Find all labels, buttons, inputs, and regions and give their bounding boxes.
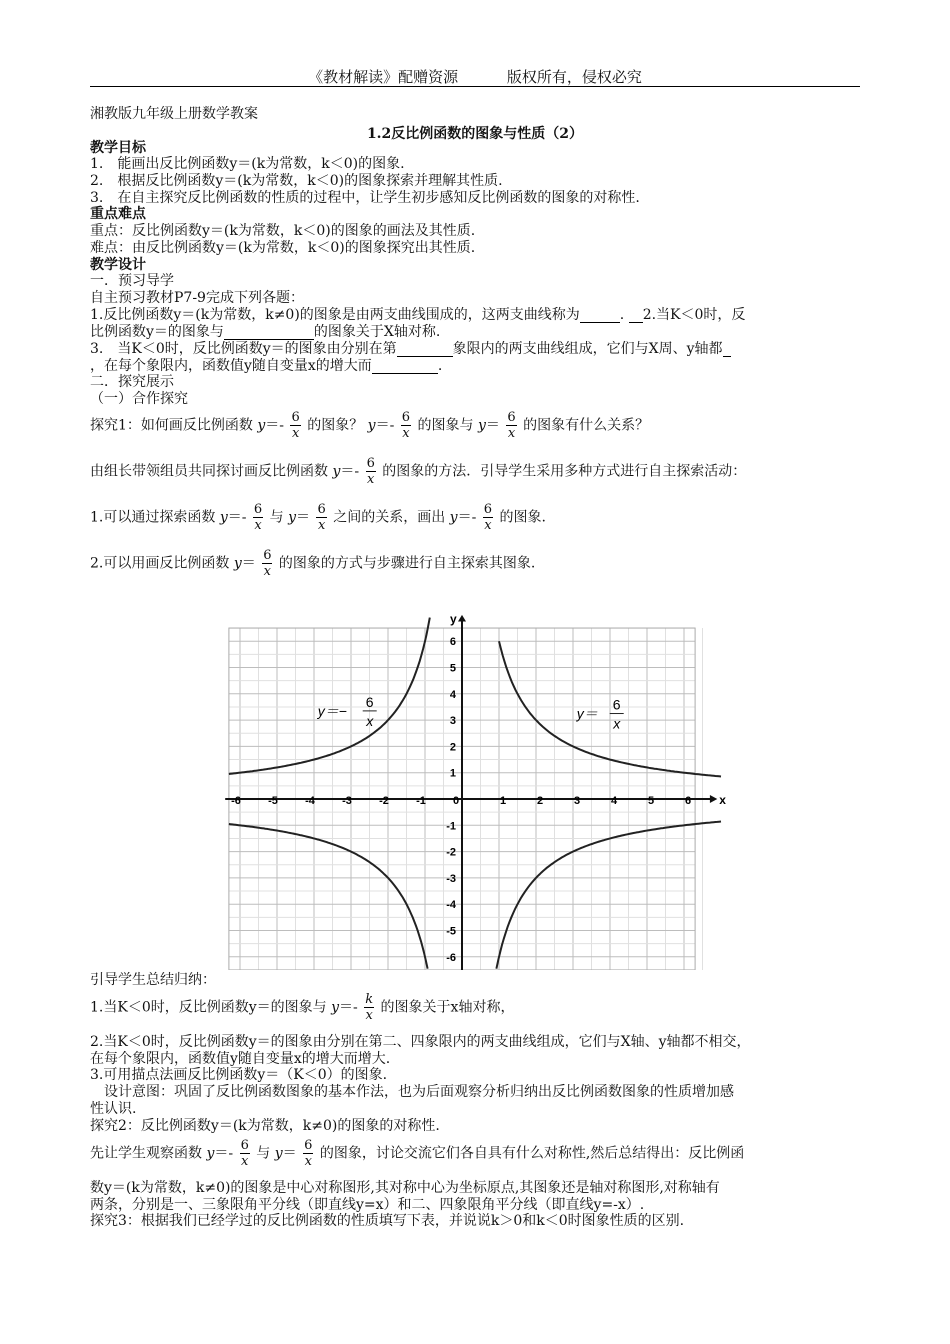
curve-label-den: x	[613, 715, 621, 732]
fraction: $\frac{6}{x}$	[253, 502, 263, 533]
m1-text-d: 的图象.	[499, 509, 546, 526]
x-tick-label: -6	[231, 795, 241, 807]
m1-text-a: 1.可以通过探索函数	[90, 509, 216, 526]
fraction: $\frac{6}{x}$	[263, 548, 272, 579]
preview-q1-cont	[90, 324, 440, 340]
q1-text-c: 2.当K＜0时，反	[642, 307, 746, 323]
q1-blank-2[interactable]	[629, 310, 643, 323]
y-axis-label: y	[450, 611, 457, 626]
summary-2: 2.当K＜0时，反比例函数y＝的图象由分别在第二、四象限内的两支曲线组成，它们与X轴、y轴都不相交，	[90, 1034, 751, 1050]
o1-text-a: 先让学生观察函数	[90, 1145, 202, 1162]
q3-text-c: ，在每个象限内，函数值y随自变量x的增大而	[90, 358, 372, 374]
curve-label-text: y＝−	[317, 702, 347, 719]
fraction: $\frac{k}{x}$	[365, 992, 374, 1023]
y-tick-label: -3	[446, 872, 456, 885]
y-tick-label: -6	[446, 951, 456, 964]
s1-text-b: 的图象关于x轴对称，	[380, 999, 515, 1016]
y-tick-label: 5	[449, 662, 456, 675]
method-2: 2.可以用画反比例函数 y＝ $\frac{6}{x}$ 的图象的方式与步骤进行自主探索其图象.	[90, 548, 536, 579]
q3-blank-3[interactable]	[372, 361, 438, 374]
q3-blank-1[interactable]	[397, 344, 453, 357]
o1-text-b: 与	[256, 1145, 271, 1162]
x-tick-label: 6	[684, 795, 692, 807]
e1-text-d: 的图象有什么关系？	[523, 417, 650, 434]
curve-label-neg6	[317, 694, 377, 729]
x-tick-label: 3	[573, 795, 581, 807]
page-title: 1.2反比例函数的图象与性质（2）	[366, 126, 584, 142]
header-right: 版权所有，侵权必究	[506, 68, 642, 86]
q1-text-b: .	[619, 307, 629, 323]
y-tick-label: 3	[449, 715, 456, 728]
explore-3: 探究3：根据我们已经学过的反比例函数的性质填写下表，并说说k＞0和k＜0时图象性质的区别.	[90, 1213, 685, 1229]
y-tick-label: 2	[449, 741, 456, 754]
observe-3: 两条，分别是一、三象限角平分线（即直线y=x）和二、四象限角平分线（即直线y=-x）.	[90, 1197, 645, 1213]
keypoints-heading: 重点难点	[90, 206, 146, 222]
summary-3: 3.可用描点法画反比例函数y＝（K＜0）的图象.	[90, 1067, 388, 1083]
observe-2: 数y＝(k为常数，k≠0)的图象是中心对称图形,其对称中心为坐标原点,其图象还是轴对称图形,对称轴有	[90, 1180, 720, 1196]
preview-q1	[90, 307, 745, 323]
q3-text-b: 象限内的两支曲线组成，它们与X周、y轴都	[452, 341, 723, 357]
neg-sign: -	[279, 417, 285, 434]
q1-blank-1[interactable]	[580, 310, 620, 323]
x-tick-label: 2	[536, 795, 544, 807]
x-tick-label: 0	[452, 795, 460, 807]
keypoint-focus: 重点：反比例函数y＝(k为常数，k＜0)的图象的画法及其性质.	[90, 223, 476, 239]
fraction: $\frac{6}{x}$	[483, 502, 493, 533]
method-1: 1.可以通过探索函数 y＝- $\frac{6}{x}$ 与 y＝ $\frac{6}{x}$ 之间的关系，画出 y＝- $\frac{6}{x}$ 的图象.	[90, 502, 546, 533]
doc-label: 湘教版九年级上册数学教案	[90, 106, 258, 122]
q3-text-d: .	[437, 358, 443, 374]
m1-text-c: 之间的关系，画出	[333, 509, 446, 526]
eq-y: y	[257, 417, 266, 434]
fraction: $\frac{6}{x}$	[304, 1138, 313, 1169]
summary-1: 1.当K＜0时，反比例函数y＝的图象与 y＝- $\frac{k}{x}$ 的图象关于x轴对称，	[90, 992, 515, 1023]
section-preview: 一．预习导学	[90, 273, 174, 289]
curve-label-den: x	[366, 712, 374, 729]
page-header	[0, 66, 950, 87]
subsection-cooperate: （一）合作探究	[90, 391, 188, 407]
explore-1-method: 由组长带领组员共同探讨画反比例函数 y＝- $\frac{6}{x}$ 的图象的方法．引导学生采用多种方式进行自主探索活动：	[90, 456, 747, 487]
o1-text-c: 的图象，讨论交流它们各自具有什么对称性,然后总结得出：反比例函	[319, 1145, 745, 1162]
observe-1: 先让学生观察函数 y＝- $\frac{6}{x}$ 与 y＝ $\frac{6}{x}$ 的图象，讨论交流它们各自具有什么对称性,然后总结得出：反比例函	[90, 1138, 745, 1169]
s1-text-a: 1.当K＜0时，反比例函数y＝的图象与	[90, 999, 327, 1016]
x-tick-label: -3	[342, 795, 352, 807]
q1-text-a: 1.反比例函数y＝(k为常数，k≠0)的图象是由两支曲线围成的，这两支曲线称为	[90, 307, 580, 323]
section-explore: 二．探究展示	[90, 374, 174, 390]
m1-text-b: 与	[269, 509, 284, 526]
x-tick-label: -5	[268, 795, 278, 807]
e2-text-a: 由组长带领组员共同探讨画反比例函数	[90, 463, 328, 480]
y-tick-label: -5	[446, 925, 456, 938]
fraction: $\frac{6}{x}$	[291, 410, 300, 441]
m2-text-b: 的图象的方式与步骤进行自主探索其图象.	[278, 555, 536, 572]
y-tick-label: -4	[446, 899, 456, 912]
q1-text-d: 比例函数y＝的图象与	[90, 324, 224, 340]
fraction: $\frac{6}{x}$	[240, 1138, 249, 1169]
design-heading: 教学设计	[90, 257, 146, 273]
e1-text-b: 的图象？	[307, 417, 364, 434]
x-tick-label: 4	[610, 795, 618, 807]
preview-intro: 自主预习教材P7-9完成下列各题：	[90, 290, 304, 306]
fraction: $\frac{6}{x}$	[366, 456, 375, 487]
preview-q3-cont	[90, 358, 442, 374]
fraction: $\frac{6}{x}$	[317, 502, 326, 533]
y-tick-label: 1	[449, 767, 456, 780]
curve-label-text: y＝	[576, 705, 598, 722]
x-tick-label: 1	[499, 795, 507, 807]
e2-text-b: 的图象的方法．引导学生采用多种方式进行自主探索活动：	[382, 463, 747, 480]
q1-text-e: 的图象关于X轴对称.	[313, 324, 441, 340]
y-axis-arrow	[458, 615, 466, 622]
q3-blank-2[interactable]	[723, 344, 731, 357]
x-tick-label: -2	[379, 795, 389, 807]
curve-label-num: 6	[365, 693, 374, 710]
curve-label-num: 6	[612, 696, 621, 713]
function-graph	[220, 585, 730, 970]
fraction: $\frac{6}{x}$	[401, 410, 411, 441]
fraction: $\frac{6}{x}$	[507, 410, 516, 441]
y-tick-label: -1	[446, 820, 456, 833]
design-intent: 设计意图：巩固了反比例函数图象的基本作法，也为后面观察分析归纳出反比例函数图象的性质增加感	[104, 1084, 734, 1100]
eq-sign: ＝	[265, 417, 280, 434]
x-tick-label: -1	[416, 795, 426, 807]
m2-text-a: 2.可以用画反比例函数	[90, 555, 230, 572]
q1-blank-3[interactable]	[224, 327, 314, 340]
header-rule	[90, 86, 860, 87]
explore-2: 探究2：反比例函数y＝(k为常数，k≠0)的图象的对称性.	[90, 1118, 440, 1134]
goals-heading: 教学目标	[90, 140, 146, 156]
explore-1: 探究1：如何画反比例函数 y＝- $\frac{6}{x}$ 的图象？ y＝- $\frac{6}{x}$ 的图象与 y＝ $\frac{6}{x}$ 的图象有什么关系？	[90, 410, 650, 441]
keypoint-difficulty: 难点：由反比例函数y＝(k为常数，k＜0)的图象探究出其性质.	[90, 240, 476, 256]
preview-q3	[90, 341, 731, 357]
curve-label-pos6	[576, 697, 624, 732]
e1-text-a: 探究1：如何画反比例函数	[90, 417, 253, 434]
header-left: 《教材解读》配赠资源	[308, 68, 459, 86]
goal-item-2: 2. 根据反比例函数y＝(k为常数，k＜0)的图象探索并理解其性质.	[90, 173, 503, 189]
x-axis-label: x	[719, 793, 726, 807]
y-tick-label: -2	[446, 846, 456, 859]
summary-intro: 引导学生总结归纳：	[90, 972, 216, 988]
x-tick-label: 5	[647, 795, 655, 807]
summary-2-cont: 在每个象限内，函数值y随自变量x的增大而增大.	[90, 1051, 391, 1067]
y-tick-label: 4	[449, 688, 456, 701]
goal-item-3: 3. 在自主探究反比例函数的性质的过程中，让学生初步感知反比例函数的图象的对称性.	[90, 190, 640, 206]
q3-text-a: 3. 当K＜0时，反比例函数y＝的图象由分别在第	[90, 341, 397, 357]
x-tick-label: -4	[305, 795, 315, 807]
y-tick-label: 6	[449, 636, 456, 649]
curve-neg6-q4	[496, 822, 721, 969]
goal-item-1: 1. 能画出反比例函数y＝(k为常数，k＜0)的图象.	[90, 156, 405, 172]
e1-text-c: 的图象与	[417, 417, 474, 434]
design-intent-cont: 性认识.	[90, 1101, 137, 1117]
x-axis-arrow	[710, 795, 717, 803]
